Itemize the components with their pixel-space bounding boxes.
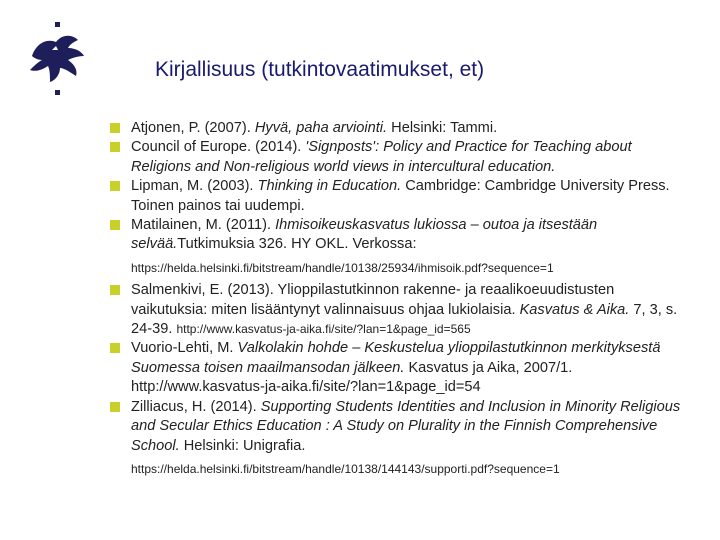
slide-title: Kirjallisuus (tutkintovaatimukset, et)	[155, 58, 485, 81]
reference-item-atjonen: Atjonen, P. (2007). Hyvä, paha arviointi. Helsinki: Tammi.	[110, 119, 690, 138]
bullet-icon	[110, 123, 120, 133]
reference-item-council-of-europe: Council of Europe. (2014). 'Signposts': Policy and Practice for Teaching about Religions and Non-religious world views in intercultural education.	[110, 138, 690, 177]
bullet-icon	[110, 142, 120, 152]
reference-list	[110, 119, 690, 482]
reference-item-matilainen: Matilainen, M. (2011). Ihmisoikeuskasvatus lukiossa – outoa ja itsestään selvää.Tutkimuksia 326. HY OKL. Verkossa: https://helda.helsinki.fi/bitstream/handle/10138/25934/ihmisoik.pdf?sequence=1	[110, 216, 690, 278]
reference-item-salmenkivi: Salmenkivi, E. (2013). Ylioppilastutkinnon rakenne- ja reaalikoeuudistusten vaikutuksia: miten lisääntynyt valinnaisuus ohjaa lukiolaisia. Kasvatus & Aika. 7, 3, s. 24-39. http://www.kasvatus-ja-aika.fi/site/?lan=1&page_id=565	[110, 281, 690, 339]
reference-item-zilliacus: Zilliacus, H. (2014). Supporting Students Identities and Inclusion in Minority Religious and Secular Ethics Education : A Study on Plurality in the Finnish Comprehensive School. Helsinki: Unigrafia. https://helda.helsinki.fi/bitstream/handle/10138/144143/supporti.pdf?sequence=1	[110, 398, 690, 480]
bullet-icon	[110, 181, 120, 191]
reference-item-vuorio-lehti: Vuorio-Lehti, M. Valkolakin hohde – Keskustelua ylioppilastutkinnon merkityksestä Suomessa toisen maailmansodan jälkeen. Kasvatus ja Aika, 2007/1. http://www.kasvatus-ja-aika.fi/site/?lan=1&page_id=54	[110, 339, 690, 397]
reference-url-link[interactable]: https://helda.helsinki.fi/bitstream/handle/10138/144143/supporti.pdf?sequence=1	[131, 461, 560, 476]
reference-url-link[interactable]: https://helda.helsinki.fi/bitstream/handle/10138/25934/ihmisoik.pdf?sequence=1	[131, 260, 554, 275]
bullet-icon	[110, 220, 120, 230]
bullet-icon	[110, 285, 120, 295]
reference-url-link[interactable]: http://www.kasvatus-ja-aika.fi/site/?lan=1&page_id=565	[176, 322, 471, 337]
bullet-icon	[110, 343, 120, 353]
reference-item-lipman: Lipman, M. (2003). Thinking in Education. Cambridge: Cambridge University Press. Toinen painos tai uudempi.	[110, 177, 690, 216]
bullet-icon	[110, 402, 120, 412]
university-helsinki-logo-icon	[22, 20, 92, 98]
